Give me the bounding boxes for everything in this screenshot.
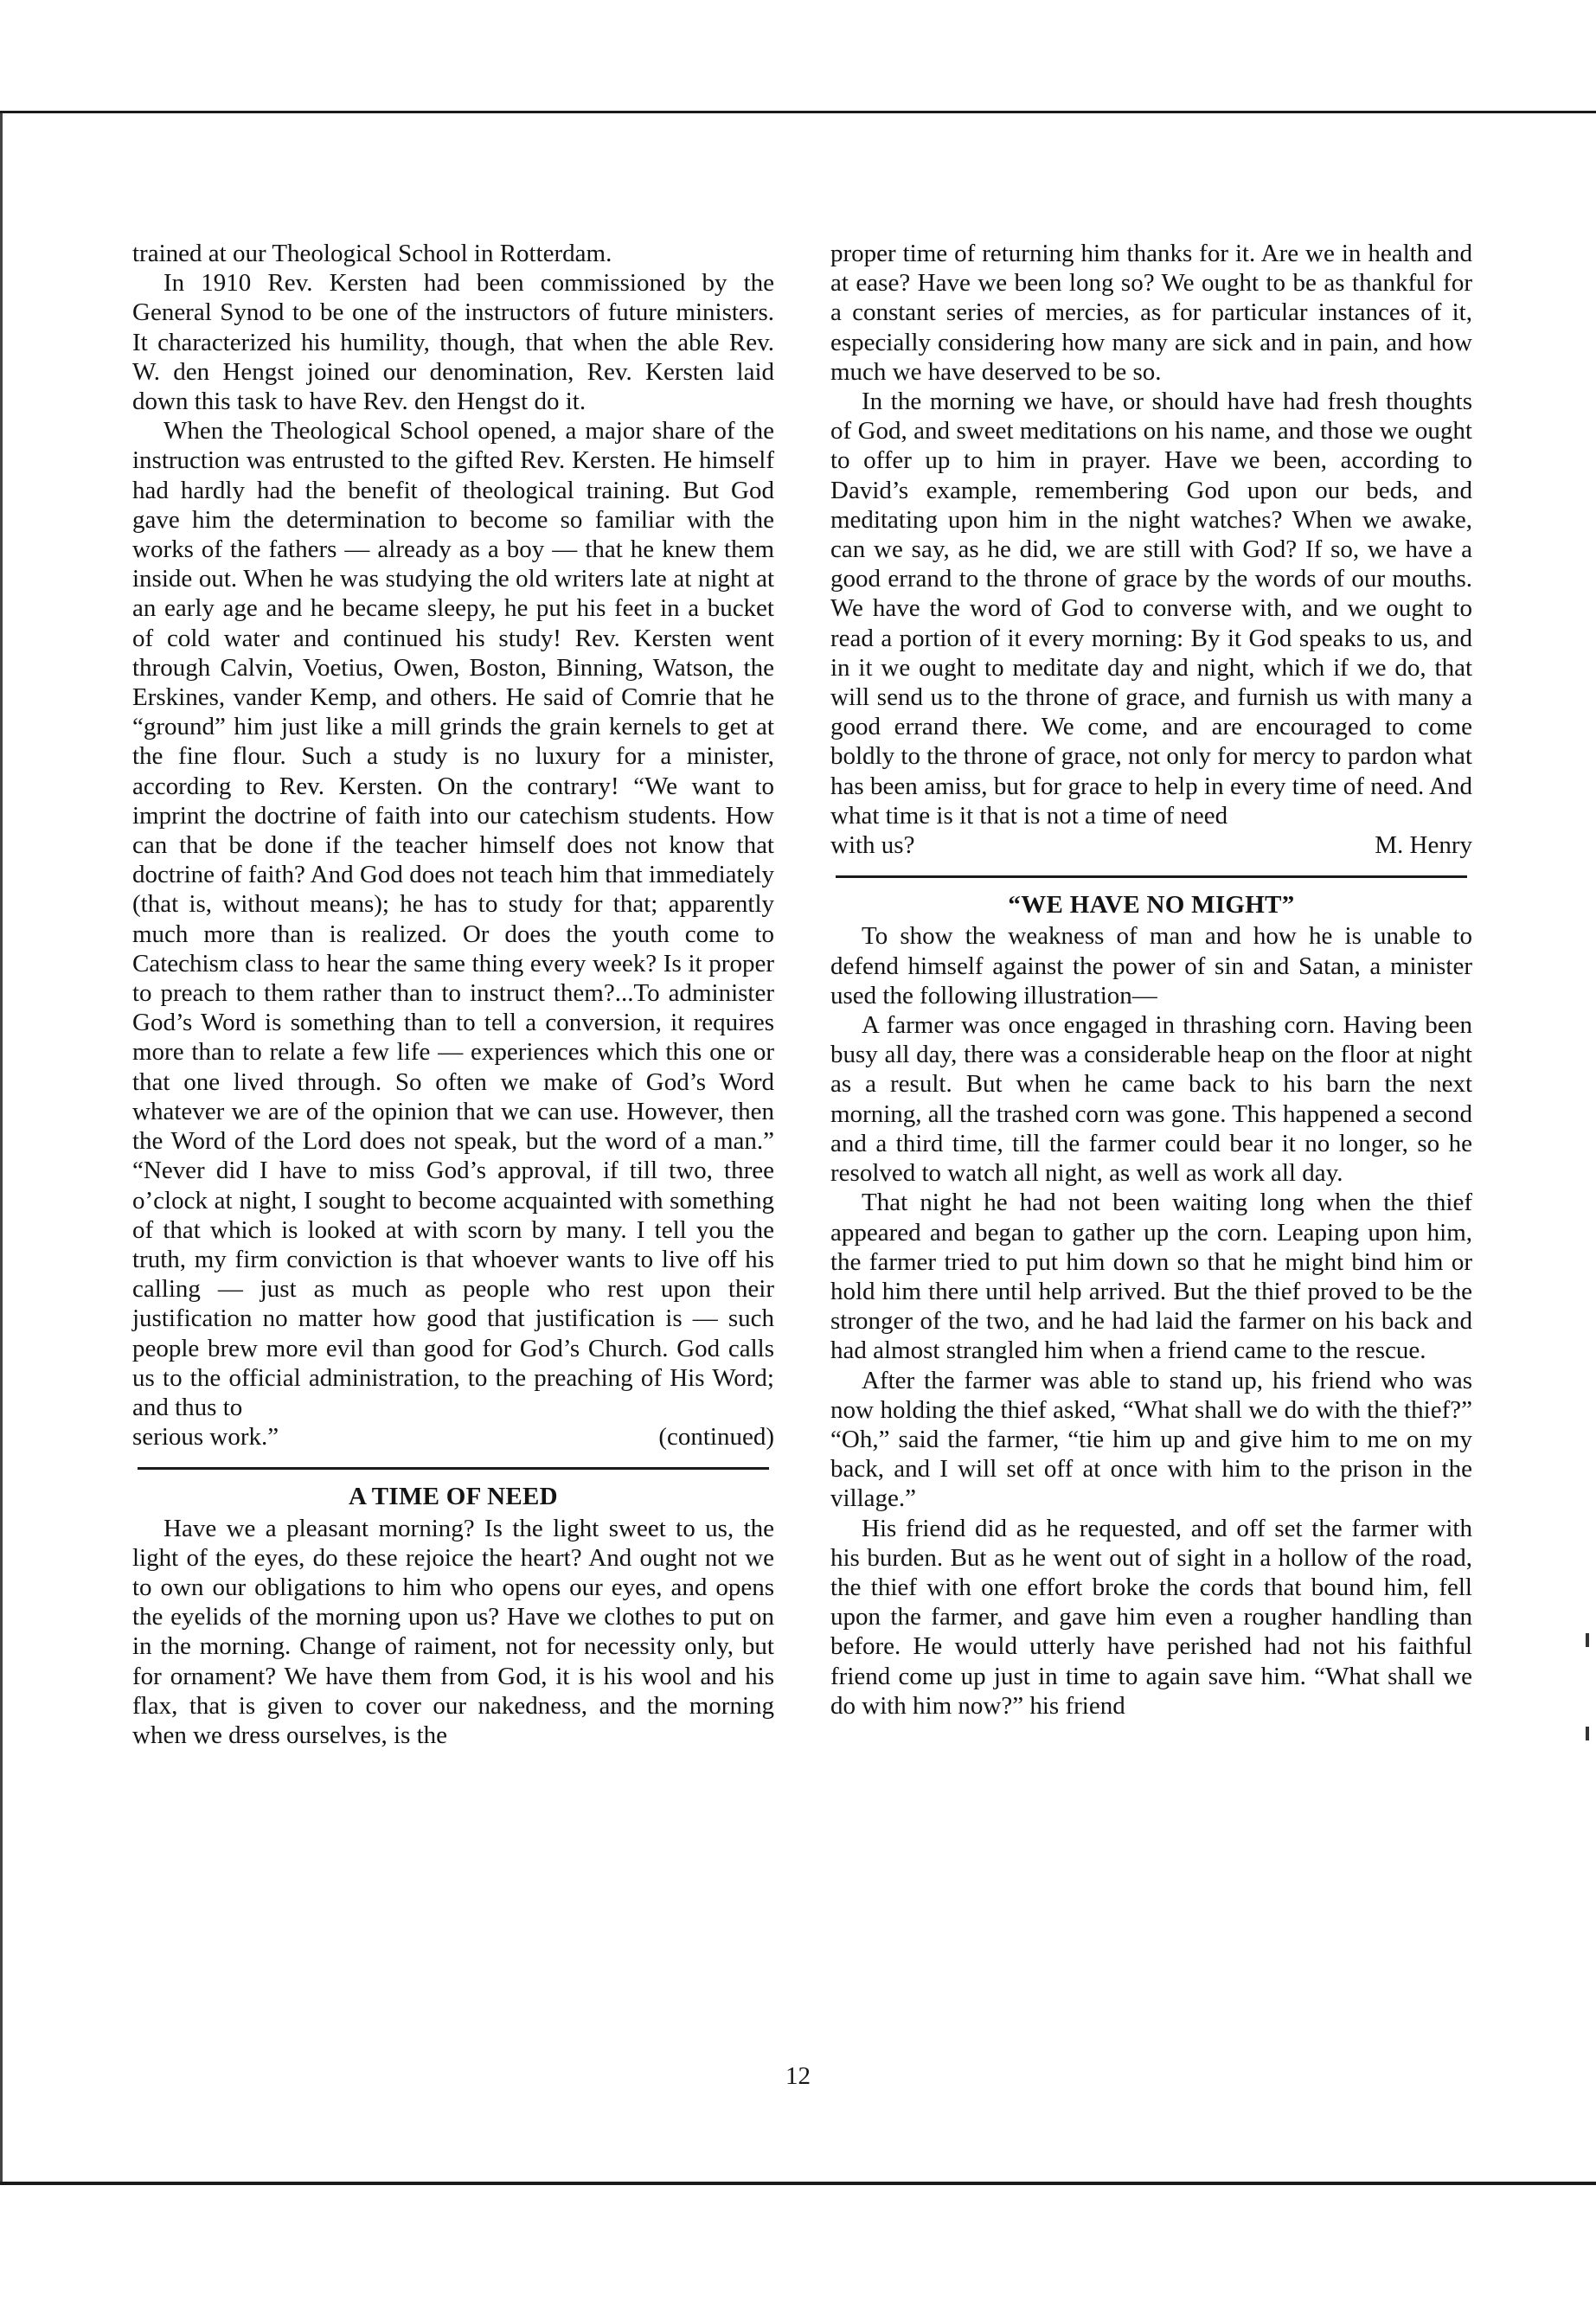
scan-mark — [1586, 1633, 1589, 1647]
time-of-need-last-line: with us? — [830, 831, 915, 860]
scan-mark — [1586, 1727, 1589, 1740]
time-of-need-tail-line — [830, 830, 1472, 860]
no-might-paragraph: A farmer was once engaged in thrashing corn. Having been busy all day, there was a considerable heap on the floor at night as a result. But when he came back to his barn the next morning, all the trashed corn was gone. This happened a second and a third time, till the farmer could bear it no longer, so he resolved to watch all night, as well as work all day. — [830, 1011, 1472, 1188]
continued-label: (continued) — [658, 1423, 774, 1452]
time-of-need-paragraph: Have we a pleasant morning? Is the light sweet to us, the light of the eyes, do these rejoice the heart? And ought not we to own our obligations to him who opens our eyes, and opens the eyelids of the morning upon us? Have we clothes to put on in the morning. Change of raiment, not for necessity only, but for ornament? We have them from God, it is his wool and his flax, that is given to cover our nakedness, and the morning when we dress ourselves, is the — [132, 1514, 774, 1749]
time-of-need-heading: A TIME OF NEED — [349, 1483, 558, 1511]
time-of-need-paragraph: proper time of returning him thanks for it. Are we in health and at ease? Have we been long so? We ought to be as thankful for a constant series of mercies, as for particular instances of it, especially considering how many are sick and in pain, and how much we have deserved to be so. — [830, 240, 1472, 386]
no-might-paragraph: To show the weakness of man and how he is unable to defend himself against the power of sin and Satan, a minister used the following illustration— — [830, 922, 1472, 1009]
top-rule — [0, 111, 1596, 113]
article-paragraph: When the Theological School opened, a major share of the instruction was entrusted to the gifted Rev. Kersten. He himself had hardly had the benefit of theological training. But God gave him the determination to become so familiar with the works of the fathers — already as a boy — that he knew them inside out. When he was studying the old writers late at night at an early age and he became sleepy, he put his feet in a bucket of cold water and continued his study! Rev. Kersten went through Calvin, Voetius, Owen, Boston, Binning, Watson, the Erskines, vander Kemp, and others. He said of Comrie that he “ground” him just like a mill grinds the grain kernels to get at the fine flour. Such a study is no luxury for a minister, according to Rev. Kersten. On the contrary! “We want to imprint the doctrine of faith into our catechism students. How can that be done if the teacher himself does not know that doctrine of faith? And God does not teach him that immediately (that is, without means); he has to study for that; apparently much more than is realized. Or does the youth come to Catechism class to hear the same thing every week? Is it proper to preach to them rather than to instruct them?...To administer God’s Word is something than to tell a conversion, it requires more than to relate a few life — experiences which this one or that one lived through. So often we make of God’s Word whatever we are of the opinion that we can use. However, then the Word of the Lord does not speak, but the word of a man.” “Never did I have to miss God’s approval, if till two, three o’clock at night, I sought to become acquainted with something of that which is looked at with scorn by many. I tell you the truth, my firm conviction is that whoever wants to live off his calling — just as much as people who rest upon their justification no matter how good that justification is — such people brew more evil than good for God’s Church. God calls us to the official administration, to the preaching of His Word; and thus to — [132, 417, 774, 1421]
page-number: 12 — [785, 2062, 811, 2090]
scan-edge — [0, 113, 3, 2182]
no-might-paragraph: That night he had not been waiting long when the thief appeared and began to gather up the corn. Leaping upon him, the farmer tried to put him down so that he might bind him or hold him there until help arrived. But the thief proved to be the stronger of the two, and he had laid the farmer on his back and had almost strangled him when a friend came to the rescue. — [830, 1189, 1472, 1365]
bottom-rule — [0, 2182, 1596, 2185]
time-of-need-paragraph: In the morning we have, or should have had fresh thoughts of God, and sweet meditations on his name, and those we ought to offer up to him in prayer. Have we been, according to David’s example, remembering God upon our beds, and meditating upon him in the night watches? When we awake, can we say, as he did, we are still with God? If so, we have a good errand to the throne of grace by the words of our mouths. We have the word of God to converse with, and we ought to read a portion of it every morning: By it God speaks to us, and in it we ought to meditate day and night, which if we do, that will send us to the throne of grace, and furnish us with many a good errand there. We come, and are encouraged to come boldly to the throne of grace, not only for mercy to pardon what has been amiss, but for grace to help in every time of need. And what time is it that is not a time of need — [830, 388, 1472, 830]
no-might-paragraph: After the farmer was able to stand up, his friend who was now holding the thief asked, “What shall we do with the thief?” “Oh,” said the farmer, “tie him up and give him to me on my back, and I will set off at once with him to the prison in the village.” — [830, 1366, 1472, 1513]
left-column — [132, 239, 774, 1750]
article-last-line: serious work.” — [132, 1423, 279, 1452]
right-column — [830, 239, 1472, 1721]
no-might-paragraph: His friend did as he requested, and off set the farmer with his burden. But as he went out of sight in a hollow of the road, the thief with one effort broke the cords that bound him, fell upon the farmer, and gave him even a rougher handling than before. He would utterly have perished had not his faithful friend come up just in time to again save him. “What shall we do with him now?” his friend — [830, 1514, 1472, 1720]
no-might-heading: “WE HAVE NO MIGHT” — [1008, 891, 1295, 920]
article-tail-line — [132, 1422, 774, 1452]
section-divider — [138, 1467, 769, 1470]
article-paragraph: In 1910 Rev. Kersten had been commissioned by the General Synod to be one of the instructors of future ministers. It characterized his humility, though, that when the able Rev. W. den Hengst joined our denomination, Rev. Kersten laid down this task to have Rev. den Hengst do it. — [132, 269, 774, 416]
author-attribution: M. Henry — [1375, 831, 1472, 860]
article-paragraph: trained at our Theological School in Rotterdam. — [132, 240, 612, 267]
section-divider — [836, 875, 1467, 878]
